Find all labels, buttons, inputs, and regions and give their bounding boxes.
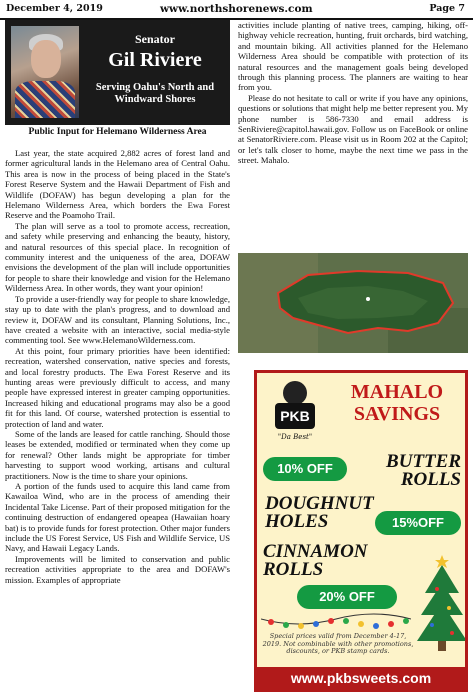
offer-item: CINNAMON ROLLS: [263, 541, 368, 580]
page-header: [0, 0, 473, 20]
article-title: Public Input for Helemano Wilderness Area: [28, 127, 207, 137]
page-number: Page 7: [429, 3, 465, 14]
offer-discount: 15%OFF: [375, 511, 461, 535]
article-paragraph: Last year, the state acquired 2,882 acres of forest land and former agricultural lands in the Helemano area of Central Oahu. This area is now in the process of being placed in the State's Forest Reserve System and the Hawaii Department of Fish and Wildlife (DOFAW) has begun developing a plan for the Helemano Wilderness Area, which borders the Ewa Forest Reserve and the Poamoho Trail.: [5, 148, 230, 221]
article-paragraph: The plan will serve as a tool to promote access, recreation, and safety while preserving and enhancing the beauty, history, and natural resources of this special place. In recognition of community interest and the uniqueness of the area, DOFAW envisions the development of the plan will include opportunities for people to share their knowledge and vision for the Helemano Wilderness Area. In other words, they want your opinion!: [5, 220, 230, 294]
senator-banner: [5, 20, 230, 125]
article-paragraph: Improvements will be limited to conservation and public recreation activities appropriate to the area and DOFAW's mission. Examples of appropriate: [5, 553, 230, 585]
senator-title: Senator: [135, 32, 175, 46]
article-paragraph: Some of the lands are leased for cattle ranching. Should those leases be extended, modified or terminated when they come up for renewal? Other lands might be appropriate for timber harvesting to support wood working, artisans and cultural practitioners. Now is the time to share your opinions.: [5, 428, 230, 481]
pkb-logo: [265, 381, 325, 449]
pkb-advertisement[interactable]: [254, 370, 468, 692]
senator-name: Gil Riviere: [108, 49, 202, 71]
issue-date: December 4, 2019: [6, 3, 103, 14]
offer-item: DOUGHNUT HOLES: [265, 493, 374, 532]
senator-tagline: Serving Oahu's North and Windward Shores: [95, 82, 215, 105]
logo-tagline: "Da Best": [277, 433, 313, 441]
article-paragraph: A portion of the funds used to acquire this land came from Kawailoa Wind, who are in the process of amending their Incidental Take License. Part of their proposed mitigation for the continuing destruction of endangered opeapea (Hawaiian hoary bat) is to provide funds for forest protection. Other major funders include the US Forest Service, US Fish and Wildlife Service, US Navy, and Hawaii Legacy Lands.: [5, 481, 230, 554]
holiday-lights-icon: [261, 613, 411, 631]
senator-photo: [11, 26, 79, 118]
ad-url-link[interactable]: www.pkbsweets.com: [257, 667, 465, 689]
article-column-left: [5, 148, 230, 693]
ad-fine-print: Special prices valid from December 4-17, 2019. Not combinable with other promotions, discounts, or PKB stamp cards.: [262, 632, 414, 655]
offer-item: BUTTER ROLLS: [386, 451, 461, 490]
article-column-right: [238, 20, 468, 250]
ad-headline: MAHALO SAVINGS: [350, 381, 444, 425]
offer-discount: 20% OFF: [297, 585, 397, 609]
satellite-map: [238, 253, 468, 353]
site-url[interactable]: www.northshorenews.com: [160, 3, 313, 15]
article-paragraph: At this point, four primary priorities have been identified: recreation, watershed conservation, native species and forests, and local forestry products. The Ewa Forest Reserve and its hunting areas were previously difficult to access, and many people have expressed interest in greater camping opportunities. Increased hiking and educational programs may also be a good fit for this land. Of course, watershed protection is essential to protection of land and water.: [5, 345, 230, 429]
article-paragraph: Please do not hesitate to call or write if you have any opinions, questions or solutions that might help me better represent you. My phone number is 586-7330 and email address is SenRiviere@capitol.hawaii.gov. Follow us on FaceBook or online at SenatorRiviere.com. Please visit us in Room 202 at the Capitol; or let's talk closer to home, maybe the next time we pass in the street. Mahalo.: [238, 92, 468, 166]
helemano-map-image: [238, 253, 468, 353]
christmas-tree-icon: [417, 553, 467, 653]
article-paragraph: To provide a user-friendly way for people to share knowledge, stay up to date with the plan's progress, and to download and review it, DOFAW and its consultant, Planning Solutions, Inc., have created a website with an interactive, social media-style commenting tool. See www.HelemanoWilderness.com.: [5, 293, 230, 346]
article-paragraph: activities include planting of native trees, camping, hiking, off-highway vehicle recreation, hunting, fruit orchards, bird watching, and mountain biking. All activities planned for the Helemano Wilderness Area should be compatible with protection of its natural resources and the management goals being developed through this planning process. The planners are waiting to hear from you.: [238, 20, 468, 93]
chef-logo-icon: [283, 381, 307, 405]
offer-discount: 10% OFF: [263, 457, 347, 481]
logo-text: PKB: [275, 403, 315, 429]
